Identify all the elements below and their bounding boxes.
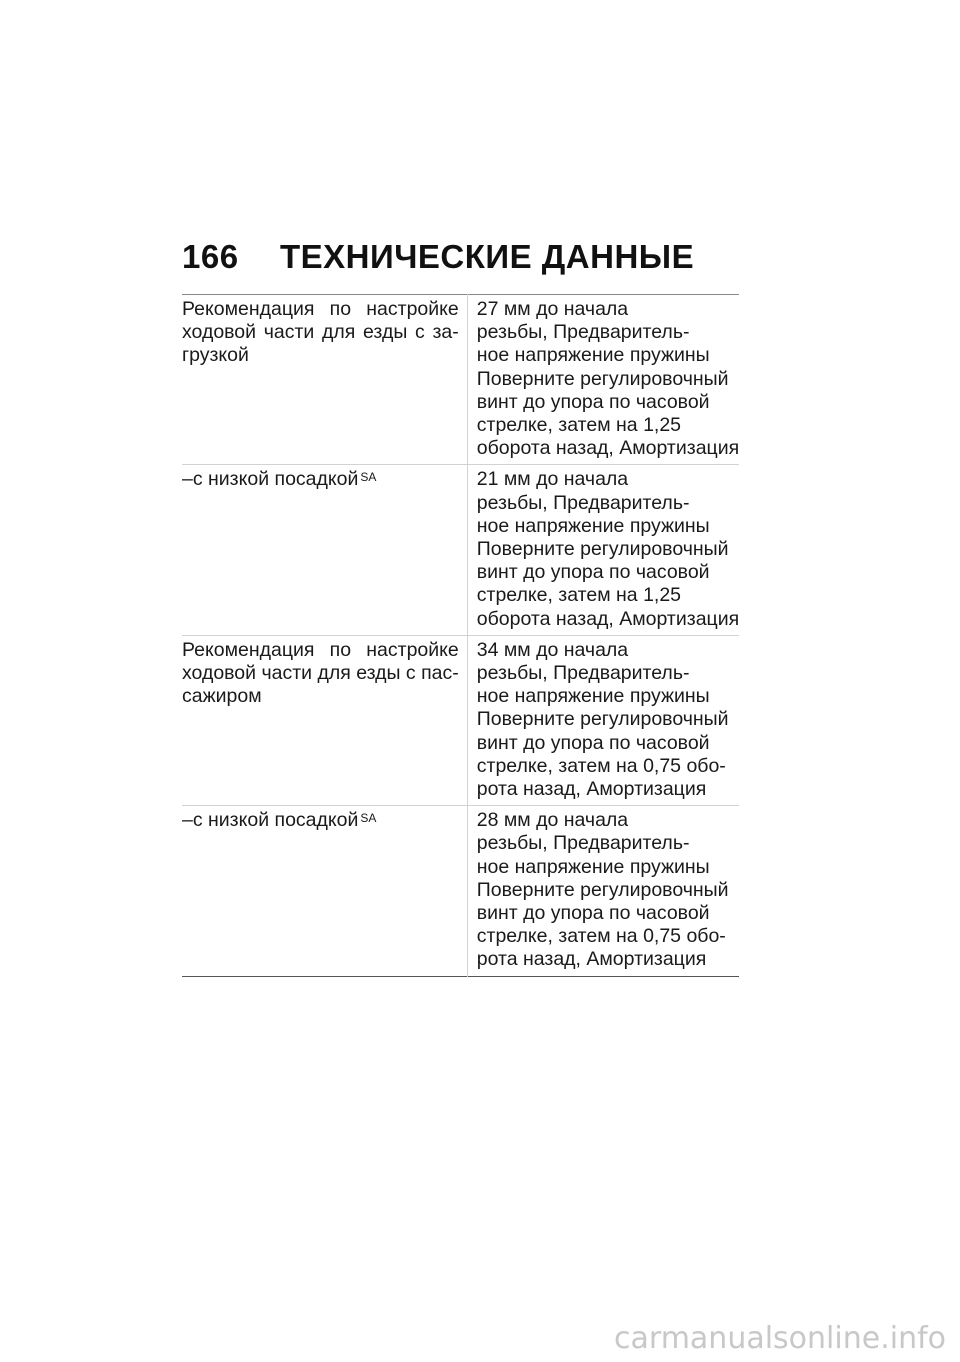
value-line: ное напряжение пружины — [476, 344, 710, 367]
page-title: ТЕХНИЧЕСКИЕ ДАННЫЕ — [280, 238, 695, 275]
option-sup: SA — [360, 470, 377, 485]
page-number: 166 — [182, 238, 239, 275]
value-line: Поверните регулировочный — [476, 367, 729, 390]
table-row — [182, 806, 739, 976]
label-line — [182, 468, 459, 491]
value-line: ное напряжение пружины — [476, 855, 710, 878]
label-line: грузкой — [182, 344, 249, 367]
value-line: 27 мм до начала — [476, 298, 629, 320]
setting-label-cell — [182, 295, 467, 465]
value-line: Поверните регулировочный — [476, 538, 729, 561]
value-line: винт до упора по часовой — [476, 731, 710, 754]
label-line: ходовой части для езды с пас- — [182, 662, 459, 685]
value-line: Поверните регулировочный — [476, 708, 729, 731]
setting-value-cell — [467, 295, 739, 465]
table-row — [182, 295, 739, 465]
setting-value-cell — [467, 635, 739, 805]
label-line — [182, 809, 459, 832]
value-line: оборота назад, Амортизация — [476, 437, 740, 460]
value-line: Поверните регулировочный — [476, 878, 729, 901]
label-line: Рекомендация по настройке — [182, 298, 459, 320]
value-line: 21 мм до начала — [476, 468, 629, 491]
value-line: 34 мм до начала — [476, 638, 629, 661]
value-line: рота назад, Амортизация — [476, 778, 707, 801]
value-line: резьбы, Предваритель- — [476, 832, 690, 855]
option-sup: SA — [360, 811, 377, 826]
setting-label-cell — [182, 635, 467, 805]
value-line: стрелке, затем на 1,25 — [476, 584, 682, 607]
watermark: carmanualsonline.info — [614, 1321, 946, 1356]
suspension-settings-table — [182, 294, 739, 977]
label-line: сажиром — [182, 685, 262, 708]
label-line: Рекомендация по настройке — [182, 638, 459, 661]
table-row — [182, 465, 739, 635]
setting-label-cell — [182, 465, 467, 635]
value-line: ное напряжение пружины — [476, 685, 710, 708]
value-line: винт до упора по часовой — [476, 390, 710, 413]
value-line: рота назад, Амортизация — [476, 948, 707, 971]
setting-label-cell — [182, 806, 467, 976]
label-text: –с низкой посадкой — [182, 809, 359, 832]
value-line: стрелке, затем на 0,75 обо- — [476, 925, 726, 948]
label-text: –с низкой посадкой — [182, 468, 359, 491]
value-line: резьбы, Предваритель- — [476, 491, 690, 514]
page-header — [182, 238, 694, 282]
value-line: стрелке, затем на 1,25 — [476, 414, 682, 437]
setting-value-cell — [467, 465, 739, 635]
value-line: винт до упора по часовой — [476, 561, 710, 584]
value-line: оборота назад, Амортизация — [476, 607, 740, 630]
value-line: ное напряжение пружины — [476, 514, 710, 537]
table-row — [182, 635, 739, 805]
value-line: резьбы, Предваритель- — [476, 321, 690, 344]
label-line: ходовой части для езды с за- — [182, 321, 459, 344]
setting-value-cell — [467, 806, 739, 976]
value-line: стрелке, затем на 0,75 обо- — [476, 754, 726, 777]
value-line: 28 мм до начала — [476, 809, 629, 832]
value-line: резьбы, Предваритель- — [476, 662, 690, 685]
value-line: винт до упора по часовой — [476, 902, 710, 925]
